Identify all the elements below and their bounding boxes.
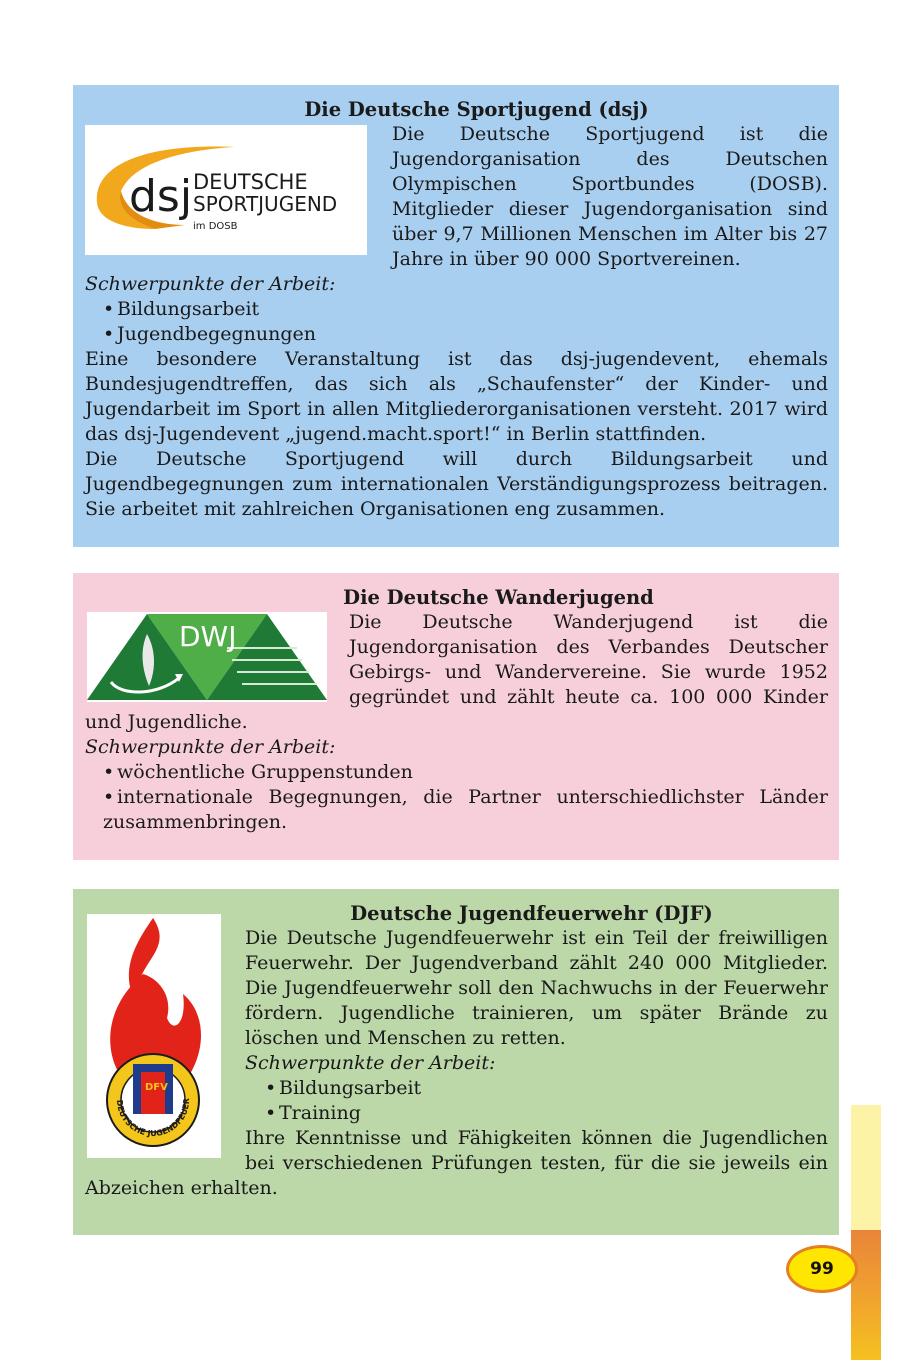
dsj-logo (85, 125, 367, 255)
side-tab-dark (851, 1230, 881, 1360)
dsj-logo-image (85, 125, 367, 255)
djf-logo-ring: DEUTSCHE JUGENDFEUER (114, 1097, 192, 1139)
djf-intro: Die Deutsche Jugendfeuerwehr ist ein Teil der freiwilligen Feuerwehr. Der Jugendverband zählt 240 000 Mitglieder. Die Jugendfeuerwehr soll den Nachwuchs in der Feuerwehr fördern. Jugendliche trainieren, um später Brände zu löschen und Menschen zu retten. (245, 927, 828, 1049)
dwj-logo (87, 612, 327, 702)
djf-focus-label: Schwerpunkte der Arbeit: (245, 1052, 496, 1074)
dsj-logo-line3: im DOSB (193, 221, 238, 232)
djf-focus-list (242, 1076, 828, 1126)
list-item: • Training (265, 1102, 361, 1124)
dwj-logo-image (87, 612, 327, 702)
dwj-logo-mark: DWJ (179, 620, 237, 653)
dsj-paragraph-1: Eine besondere Veranstaltung ist das dsj-jugendevent, ehemals Bundesjugendtreffen, das sich als „Schaufenster“ der Kinder- und Jugendarbeit im Sport in allen Mitgliederorganisationen versteht. 2017 wird das dsj-Jugendevent „jugend.macht.sport!“ in Berlin stattfinden. (85, 348, 828, 445)
dwj-section (73, 573, 839, 860)
dsj-logo-line2: SPORTJUGEND (193, 192, 338, 216)
djf-logo (87, 914, 221, 1158)
djf-logo-image (87, 914, 221, 1158)
list-item: • Jugendbegegnungen (103, 323, 316, 345)
djf-outro: Ihre Kenntnisse und Fähigkeiten können die Jugendlichen bei verschiedenen Prüfungen testen, für die sie jeweils ein Abzeichen erhalten. (85, 1127, 828, 1199)
dsj-section (73, 85, 839, 547)
list-item: • wöchentliche Gruppenstunden (103, 761, 413, 783)
page-number-badge: 99 (786, 1245, 858, 1293)
dwj-intro: Die Deutsche Wanderjugend ist die Jugendorganisation des Verbandes Deutscher Gebirgs- und Wandervereine. Sie wurde 1952 gegründet und zählt heute ca. 100 000 Kinder und Jugendliche. (85, 611, 828, 733)
dwj-focus-list (85, 760, 828, 835)
dsj-focus-list (85, 297, 828, 347)
list-item: • Bildungsarbeit (103, 298, 260, 320)
dsj-focus-label: Schwerpunkte der Arbeit: (85, 273, 336, 295)
list-item: • internationale Begegnungen, die Partner unterschiedlichster Länder zusammenbringen. (103, 786, 828, 833)
dsj-logo-line1: DEUTSCHE (193, 170, 308, 194)
dsj-paragraph-2: Die Deutsche Sportjugend will durch Bildungsarbeit und Jugendbegegnungen zum internationalen Verständigungsprozess beitragen. Sie arbeitet mit zahlreichen Organisationen eng zusammen. (85, 448, 828, 520)
djf-section (73, 889, 839, 1235)
list-item: • Bildungsarbeit (265, 1077, 422, 1099)
dsj-title: Die Deutsche Sportjugend (dsj) (304, 98, 649, 121)
djf-logo-mark: DFV (145, 1082, 168, 1093)
dwj-title: Die Deutsche Wanderjugend (343, 586, 654, 609)
dsj-logo-mark: dsj (129, 171, 193, 222)
djf-title: Deutsche Jugendfeuerwehr (DJF) (350, 902, 713, 925)
dwj-focus-label: Schwerpunkte der Arbeit: (85, 736, 336, 758)
dsj-intro: Die Deutsche Sportjugend ist die Jugendorganisation des Deutschen Olympischen Sportbundes (DOSB). Mitglieder dieser Jugendorganisation sind über 9,7 Millionen Menschen im Alter bis 27 Jahre in über 90 000 Sportvereinen. (392, 123, 828, 270)
